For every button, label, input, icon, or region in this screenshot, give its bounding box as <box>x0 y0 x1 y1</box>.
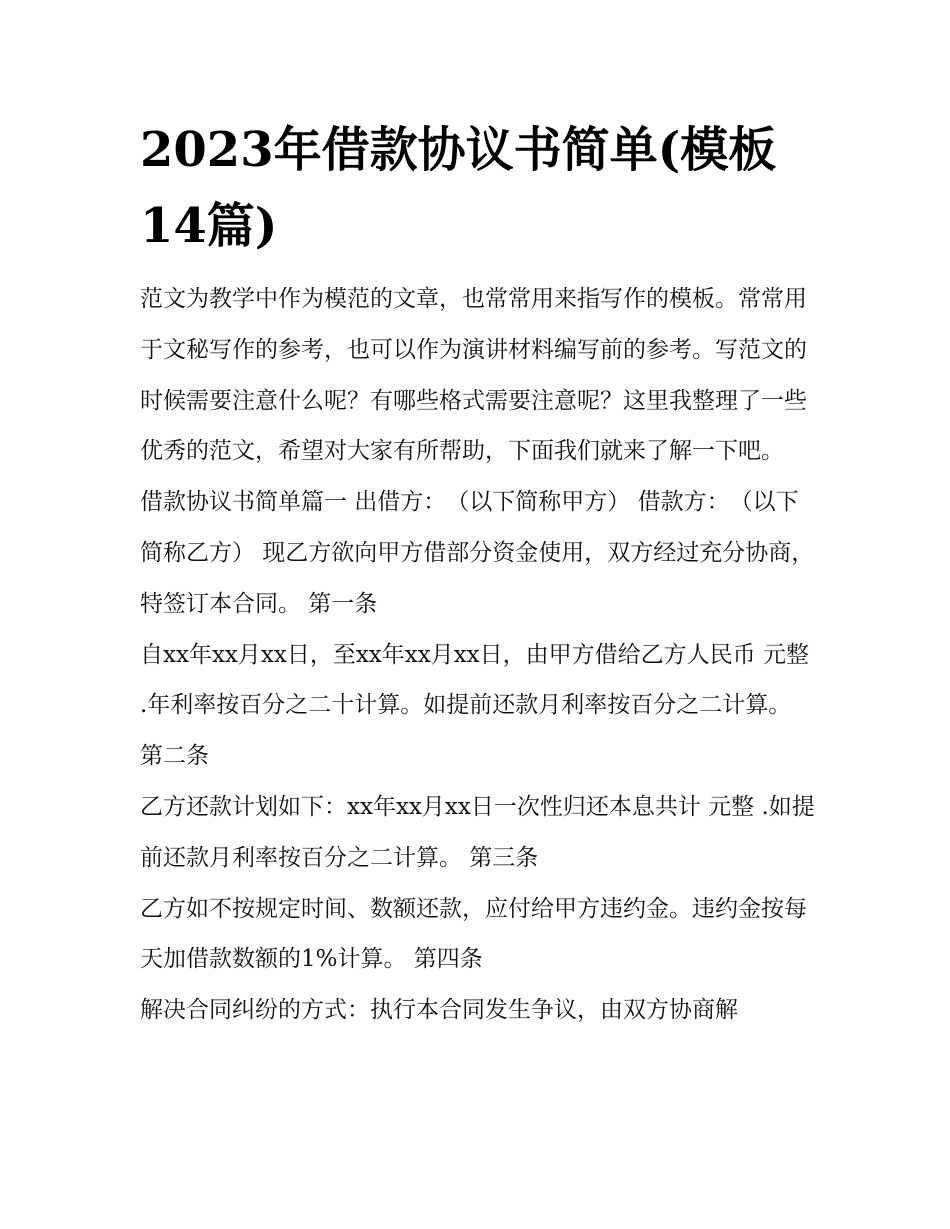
document-page <box>140 112 820 1036</box>
paragraph-article-1: 自xx年xx月xx日，至xx年xx月xx日，由甲方借给乙方人民币 元整 .年利率按百分之二十计算。如提前还款月利率按百分之二计算。 第二条 <box>140 641 809 770</box>
paragraph-article-2: 乙方还款计划如下：xx年xx月xx日一次性归还本息共计 元整 .如提前还款月利率按百分之二计算。 第三条 <box>140 793 815 871</box>
paragraph-article-4: 解决合同纠纷的方式：执行本合同发生争议，由双方协商解 <box>140 997 738 1024</box>
paragraph-article-3: 乙方如不按规定时间、数额还款，应付给甲方违约金。违约金按每天加借款数额的1%计算。 第四条 <box>140 895 807 973</box>
paragraph-intro: 范文为教学中作为模范的文章，也常常用来指写作的模板。常常用于文秘写作的参考，也可以作为演讲材料编写前的参考。写范文的时候需要注意什么呢？有哪些格式需要注意呢？这里我整理了一些优秀的范文，希望对大家有所帮助，下面我们就来了解一下吧。 <box>140 286 807 465</box>
document-title: 2023年借款协议书简单(模板14篇) <box>140 122 777 254</box>
document-body <box>140 274 820 1036</box>
paragraph-parties: 借款协议书简单篇一 出借方： （以下简称甲方） 借款方： （以下简称乙方） 现乙方欲向甲方借部分资金使用，双方经过充分协商，特签订本合同。 第一条 <box>140 489 815 617</box>
